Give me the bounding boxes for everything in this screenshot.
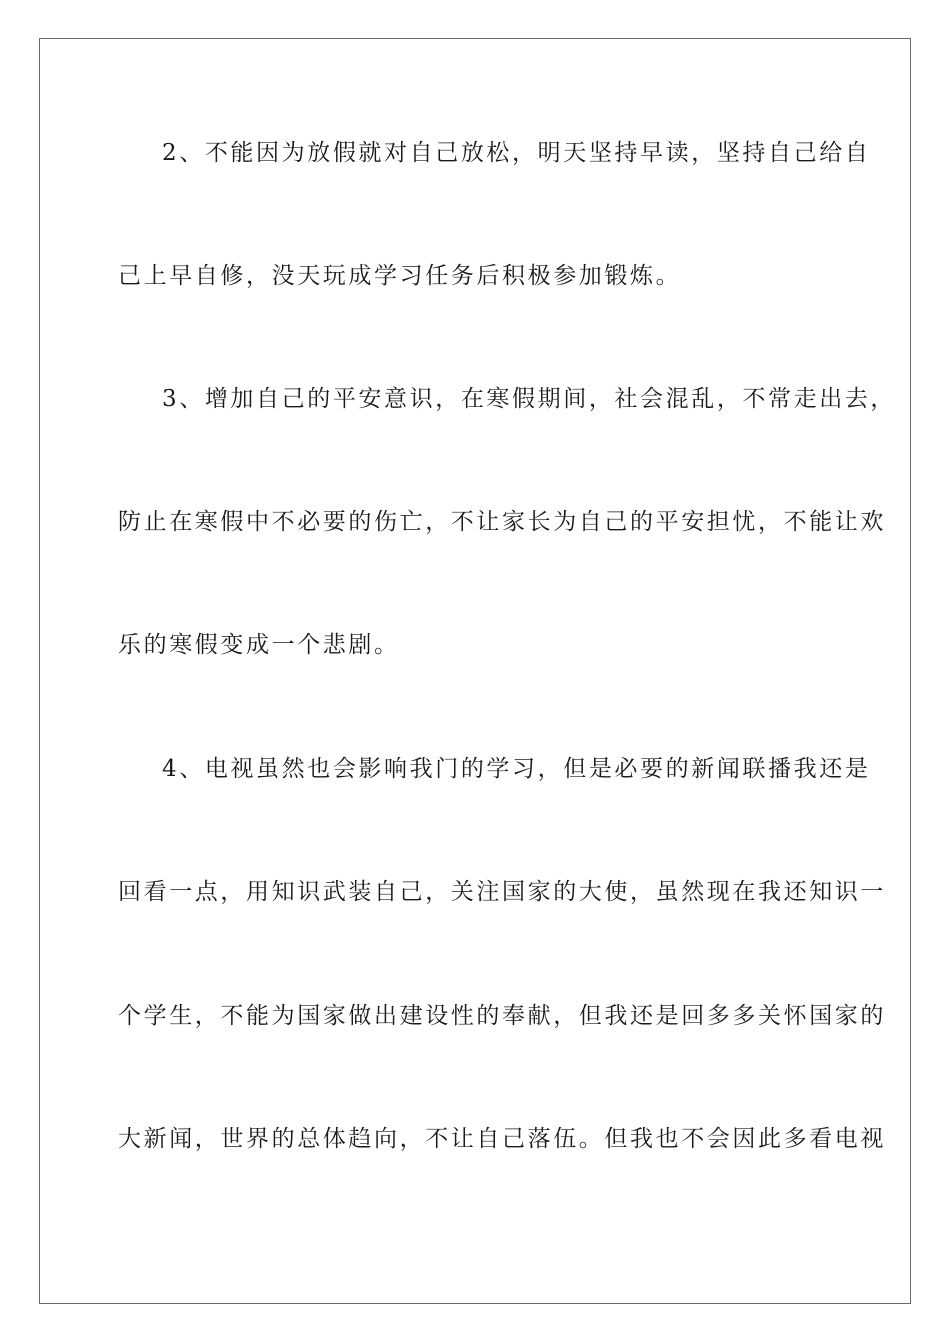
paragraph-3-line-1: 3、增加自己的平安意识，在寒假期间，社会混乱，不常走出去， <box>162 386 897 412</box>
paragraph-4-line-2: 回看一点，用知识武装自己，关注国家的大使，虽然现在我还知识一 <box>118 879 886 905</box>
page-frame <box>39 38 911 1304</box>
paragraph-4-line-3: 个学生，不能为国家做出建设性的奉献，但我还是回多多关怀国家的 <box>118 1003 886 1029</box>
paragraph-3-line-3: 乐的寒假变成一个悲剧。 <box>118 632 400 658</box>
paragraph-4-line-4: 大新闻，世界的总体趋向，不让自己落伍。但我也不会因此多看电视 <box>118 1126 886 1152</box>
paragraph-2-line-2: 己上早自修，没天玩成学习任务后积极参加锻炼。 <box>118 263 682 289</box>
paragraph-4-line-1: 4、电视虽然也会影响我门的学习，但是必要的新闻联播我还是 <box>162 756 871 782</box>
paragraph-3-line-2: 防止在寒假中不必要的伤亡，不让家长为自己的平安担忧，不能让欢 <box>118 509 886 535</box>
paragraph-2-line-1: 2、不能因为放假就对自己放松，明天坚持早读，坚持自己给自 <box>162 140 871 166</box>
